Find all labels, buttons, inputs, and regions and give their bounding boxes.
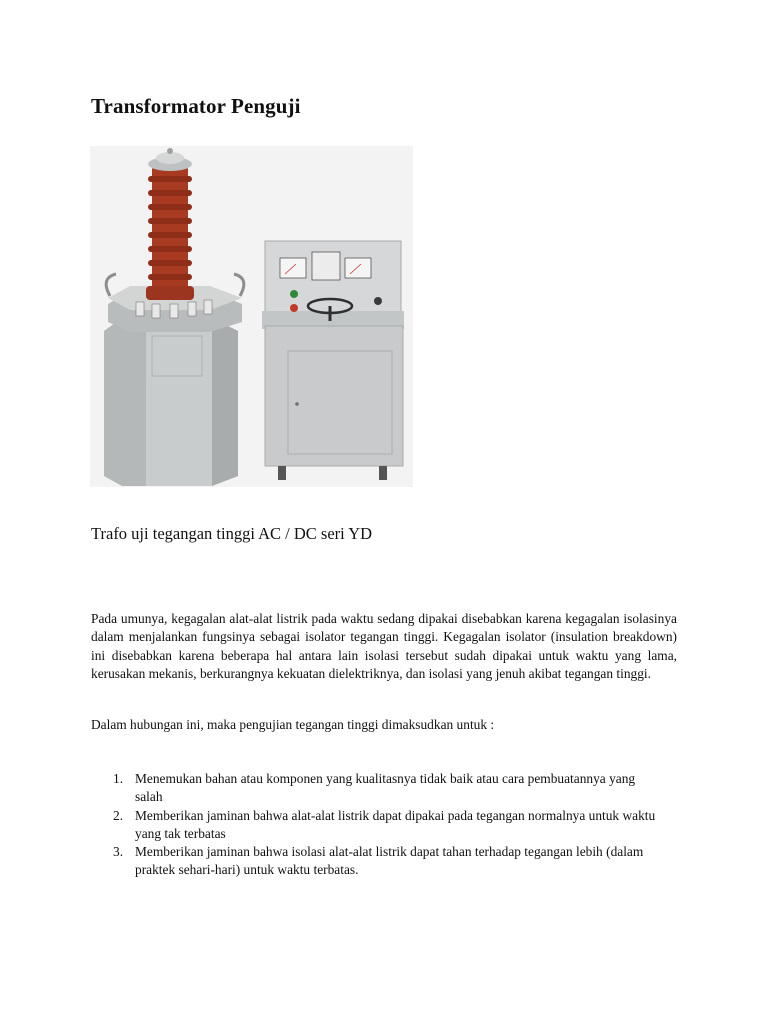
page-title: Transformator Penguji [91, 94, 301, 118]
list-item-text: Memberikan jaminan bahwa isolasi alat-alat listrik dapat tahan terhadap tegangan lebih (dalam praktek sehari-hari) untuk waktu terbatas. [135, 844, 644, 878]
list-item [91, 843, 665, 880]
purpose-list [91, 770, 677, 880]
transformer-photo [90, 146, 413, 487]
list-item-number: 2. [113, 807, 124, 823]
list-item-number: 3. [113, 844, 124, 860]
list-item-text: Menemukan bahan atau komponen yang kualitasnya tidak baik atau cara pembuatannya yang salah [135, 771, 636, 805]
list-item-number: 1. [113, 771, 124, 786]
list-item [91, 807, 665, 844]
list-item [91, 770, 665, 807]
paragraph-1: Pada umunya, kegagalan alat-alat listrik pada waktu sedang dipakai disebabkan karena kegagalan isolasinya dalam menjalankan fungsinya sebagai isolator tegangan tinggi. Kegagalan isolator (insulation breakdown) ini disebabkan karena beberapa hal antara lain isolasi tersebut sudah dipakai untuk waktu yang lama, kerusakan mekanis, berkurangnya kekuatan dielektriknya, dan isolasi yang jenuh akibat tegangan tinggi. [91, 611, 677, 681]
paragraph-2: Dalam hubungan ini, maka pengujian tegangan tinggi dimaksudkan untuk : [91, 717, 495, 732]
list-item-text: Memberikan jaminan bahwa alat-alat listrik dapat dipakai pada tegangan normalnya untuk waktu yang tak terbatas [135, 807, 656, 841]
image-caption: Trafo uji tegangan tinggi AC / DC seri YD [91, 524, 373, 543]
